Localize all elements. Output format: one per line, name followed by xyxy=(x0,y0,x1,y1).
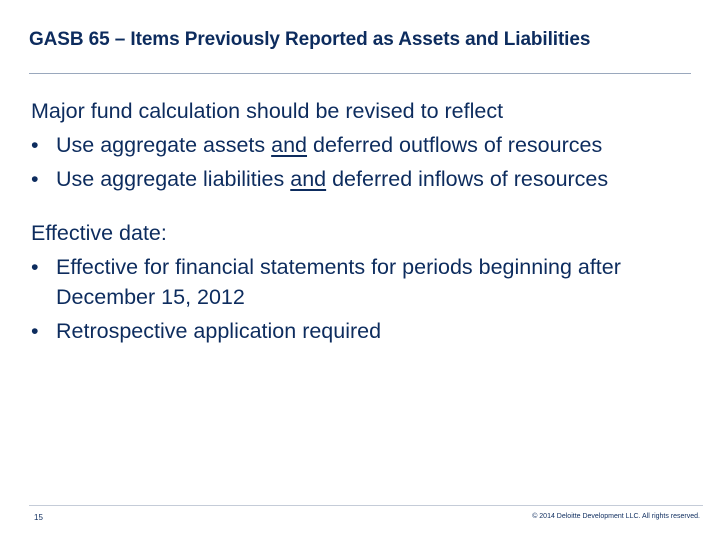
slide-body xyxy=(31,94,701,348)
bullet-text: Effective for financial statements for periods beginning after December 15, 2012 xyxy=(56,255,621,309)
page-number: 15 xyxy=(34,513,43,522)
bullet-text-part: deferred inflows of resources xyxy=(326,167,609,191)
spacer xyxy=(31,196,701,216)
bullet-item xyxy=(31,314,701,348)
bullet-text xyxy=(56,162,701,196)
bullet-text xyxy=(56,128,701,162)
bullet-glyph: • xyxy=(31,167,39,191)
bullet-item xyxy=(31,250,701,314)
bullet-text: Retrospective application required xyxy=(56,319,382,343)
bullet-glyph: • xyxy=(31,133,39,157)
bullet-text-part: Use aggregate liabilities xyxy=(56,167,291,191)
footer-divider xyxy=(29,505,703,506)
bullet-item xyxy=(31,162,701,196)
underlined-word: and xyxy=(271,133,308,157)
title-divider xyxy=(29,73,691,74)
bullet-glyph: • xyxy=(31,255,39,279)
bullet-text-part: deferred outflows of resources xyxy=(307,133,603,157)
copyright-notice: © 2014 Deloitte Development LLC. All rights reserved. xyxy=(532,513,700,520)
underlined-word: and xyxy=(290,167,327,191)
bullet-glyph: • xyxy=(31,319,39,343)
section1-intro: Major fund calculation should be revised to reflect xyxy=(31,99,504,123)
section2-intro: Effective date: xyxy=(31,221,167,245)
slide-title: GASB 65 – Items Previously Reported as Assets and Liabilities xyxy=(29,29,591,50)
bullet-text-part: Use aggregate assets xyxy=(56,133,272,157)
bullet-item xyxy=(31,128,701,162)
